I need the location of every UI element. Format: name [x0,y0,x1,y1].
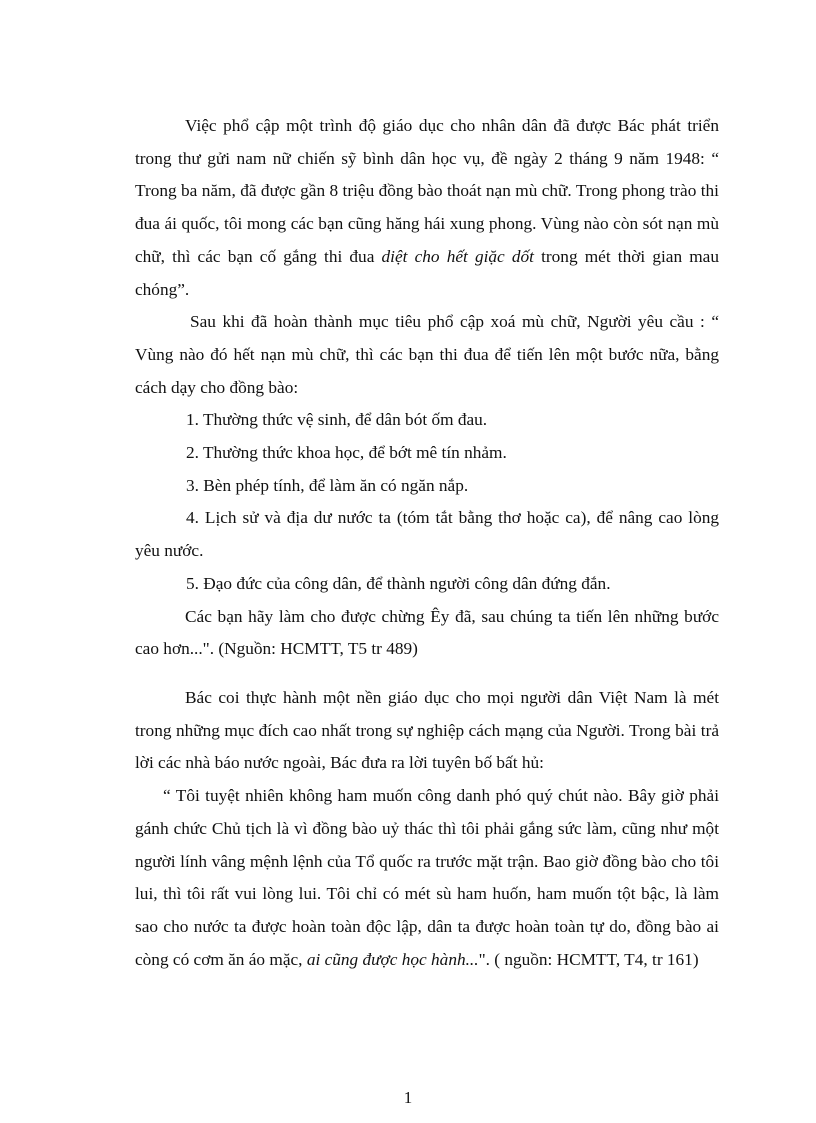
quote-text: “ Tôi tuyệt nhiên không ham muốn công danh phó quý chút nào. Bây giờ phải gánh chức Chủ tịch là vì đồng bào uỷ thác thì tôi phải gắng sức làm, cũng như một người lính vâng mệnh lệnh của Tổ quốc ra trước mặt trận. Bao giờ đồng bào cho tôi lui, thì tôi rất vui lòng lui. Tôi chỉ có mét sù ham huốn, ham muốn tột bậc, là làm sao cho nước ta được hoàn toàn độc lập, dân ta được hoàn toàn tự do, đồng bào ai còng có cơm ăn áo mặc, [135,786,719,969]
list-item-2: 2. Thường thức khoa học, để bớt mê tín nhảm. [186,443,507,463]
list-item-3: 3. Bèn phép tính, để làm ăn có ngăn nắp. [186,475,469,495]
paragraph-text: Việc phổ cập một trình độ giáo dục cho nhân dân đã được Bác phát triển trong thư gửi nam nữ chiến sỹ bình dân học vụ, đề ngày 2 tháng 9 năm 1948: “ Trong ba năm, đã được gần 8 triệu đồng bào thoát nạn mù chữ. Trong phong trào thi đua ái quốc, tôi mong các bạn cũng hăng hái xung phong. Vùng nào còn sót nạn mù chữ, thì các bạn cố gắng thi đua [135,116,719,266]
list-item-4: 4. Lịch sử và địa dư nước ta (tóm tắt bằng thơ hoặc ca), để nâng cao lòng yêu nước. [135,508,719,561]
paragraph-quote [135,780,719,976]
text-block-lower [135,682,719,976]
list-item-5: 5. Đạo đức của công dân, để thành người công dân đứng đắn. [186,573,611,593]
paragraph-education-goal: Bác coi thực hành một nền giáo dục cho mọi người dân Việt Nam là mét trong những mục đích cao nhất trong sự nghiệp cách mạng của Người. Trong bài trả lời các nhà báo nước ngoài, Bác đưa ra lời tuyên bố bất hủ: [135,688,719,773]
text-block-upper [135,110,719,666]
paragraph-next-step: Sau khi đã hoàn thành mục tiêu phổ cập xoá mù chữ, Người yêu cầu : “ Vùng nào đó hết nạn mù chữ, thì các bạn thi đua để tiến lên một bước nữa, bằng cách dạy cho đồng bào: [135,312,719,397]
paragraph-literacy-letter [135,110,719,306]
quote-text: ". ( nguồn: HCMTT, T4, tr 161) [478,949,699,969]
page-number: 1 [403,1088,413,1107]
italic-phrase: diệt cho hết giặc dốt [381,246,534,266]
italic-phrase: ai cũng được học hành... [306,949,479,969]
paragraph-closing-citation: Các bạn hãy làm cho được chừng Êy đã, sau chúng ta tiến lên những bước cao hơn...". (Nguồn: HCMTT, T5 tr 489) [135,606,719,659]
paragraph-text: trong mét thời gian mau chóng”. [135,246,719,299]
list-item-1: 1. Thường thức vệ sinh, để dân bót ốm đau. [186,410,488,430]
